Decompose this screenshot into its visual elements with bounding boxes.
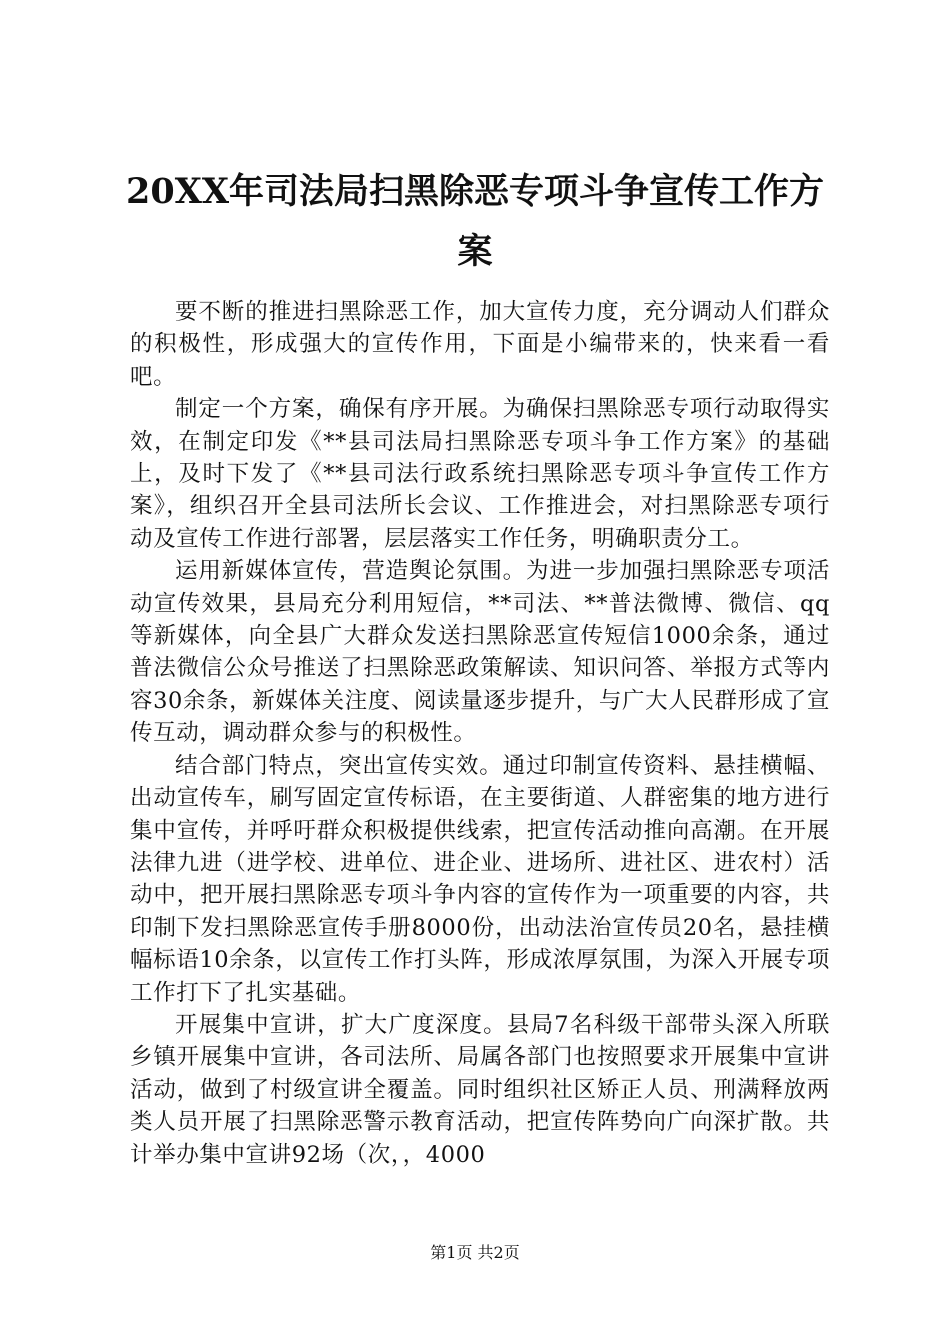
paragraph-new-media: 运用新媒体宣传，营造舆论氛围。为进一步加强扫黑除恶专项活动宣传效果，县局充分利用短信，**司法、**普法微博、微信、qq等新媒体，向全县广大群众发送扫黑除恶宣传短信1000余条，通过普法微信公众号推送了扫黑除恶政策解读、知识问答、举报方式等内容30余条，新媒体关注度、阅读量逐步提升，与广大人民群形成了宣传互动，调动群众参与的积极性。 <box>130 558 830 747</box>
document-body <box>130 296 830 1171</box>
paragraph-department: 结合部门特点，突出宣传实效。通过印制宣传资料、悬挂横幅、出动宣传车，刷写固定宣传标语，在主要街道、人群密集的地方进行集中宣传，并呼吁群众积极提供线索，把宣传活动推向高潮。在开展法律九进（进学校、进单位、进企业、进场所、进社区、进农村）活动中，把开展扫黑除恶专项斗争内容的宣传作为一项重要的内容，共印制下发扫黑除恶宣传手册8000份，出动法治宣传员20名，悬挂横幅标语10余条，以宣传工作打头阵，形成浓厚氛围，为深入开展专项工作打下了扎实基础。 <box>130 752 830 1006</box>
paragraph-intro: 要不断的推进扫黑除恶工作，加大宣传力度，充分调动人们群众的积极性，形成强大的宣传作用，下面是小编带来的，快来看一看吧。 <box>130 299 830 390</box>
paragraph-lectures: 开展集中宣讲，扩大广度深度。县局7名科级干部带头深入所联乡镇开展集中宣讲，各司法所、局属各部门也按照要求开展集中宣讲活动，做到了村级宣讲全覆盖。同时组织社区矫正人员、刑满释放两类人员开展了扫黑除恶警示教育活动，把宣传阵势向广向深扩散。共计举办集中宣讲92场（次，，4000 <box>130 1011 830 1168</box>
page-number-footer: 第1页 共2页 <box>430 1243 520 1262</box>
document-title: 20XX年司法局扫黑除恶专项斗争宣传工作方案 <box>125 171 825 272</box>
paragraph-plan: 制定一个方案，确保有序开展。为确保扫黑除恶专项行动取得实效，在制定印发《**县司法局扫黑除恶专项斗争工作方案》的基础上，及时下发了《**县司法行政系统扫黑除恶专项斗争宣传工作方案》，组织召开全县司法所长会议、工作推进会，对扫黑除恶专项行动及宣传工作进行部署，层层落实工作任务，明确职责分工。 <box>130 396 830 552</box>
